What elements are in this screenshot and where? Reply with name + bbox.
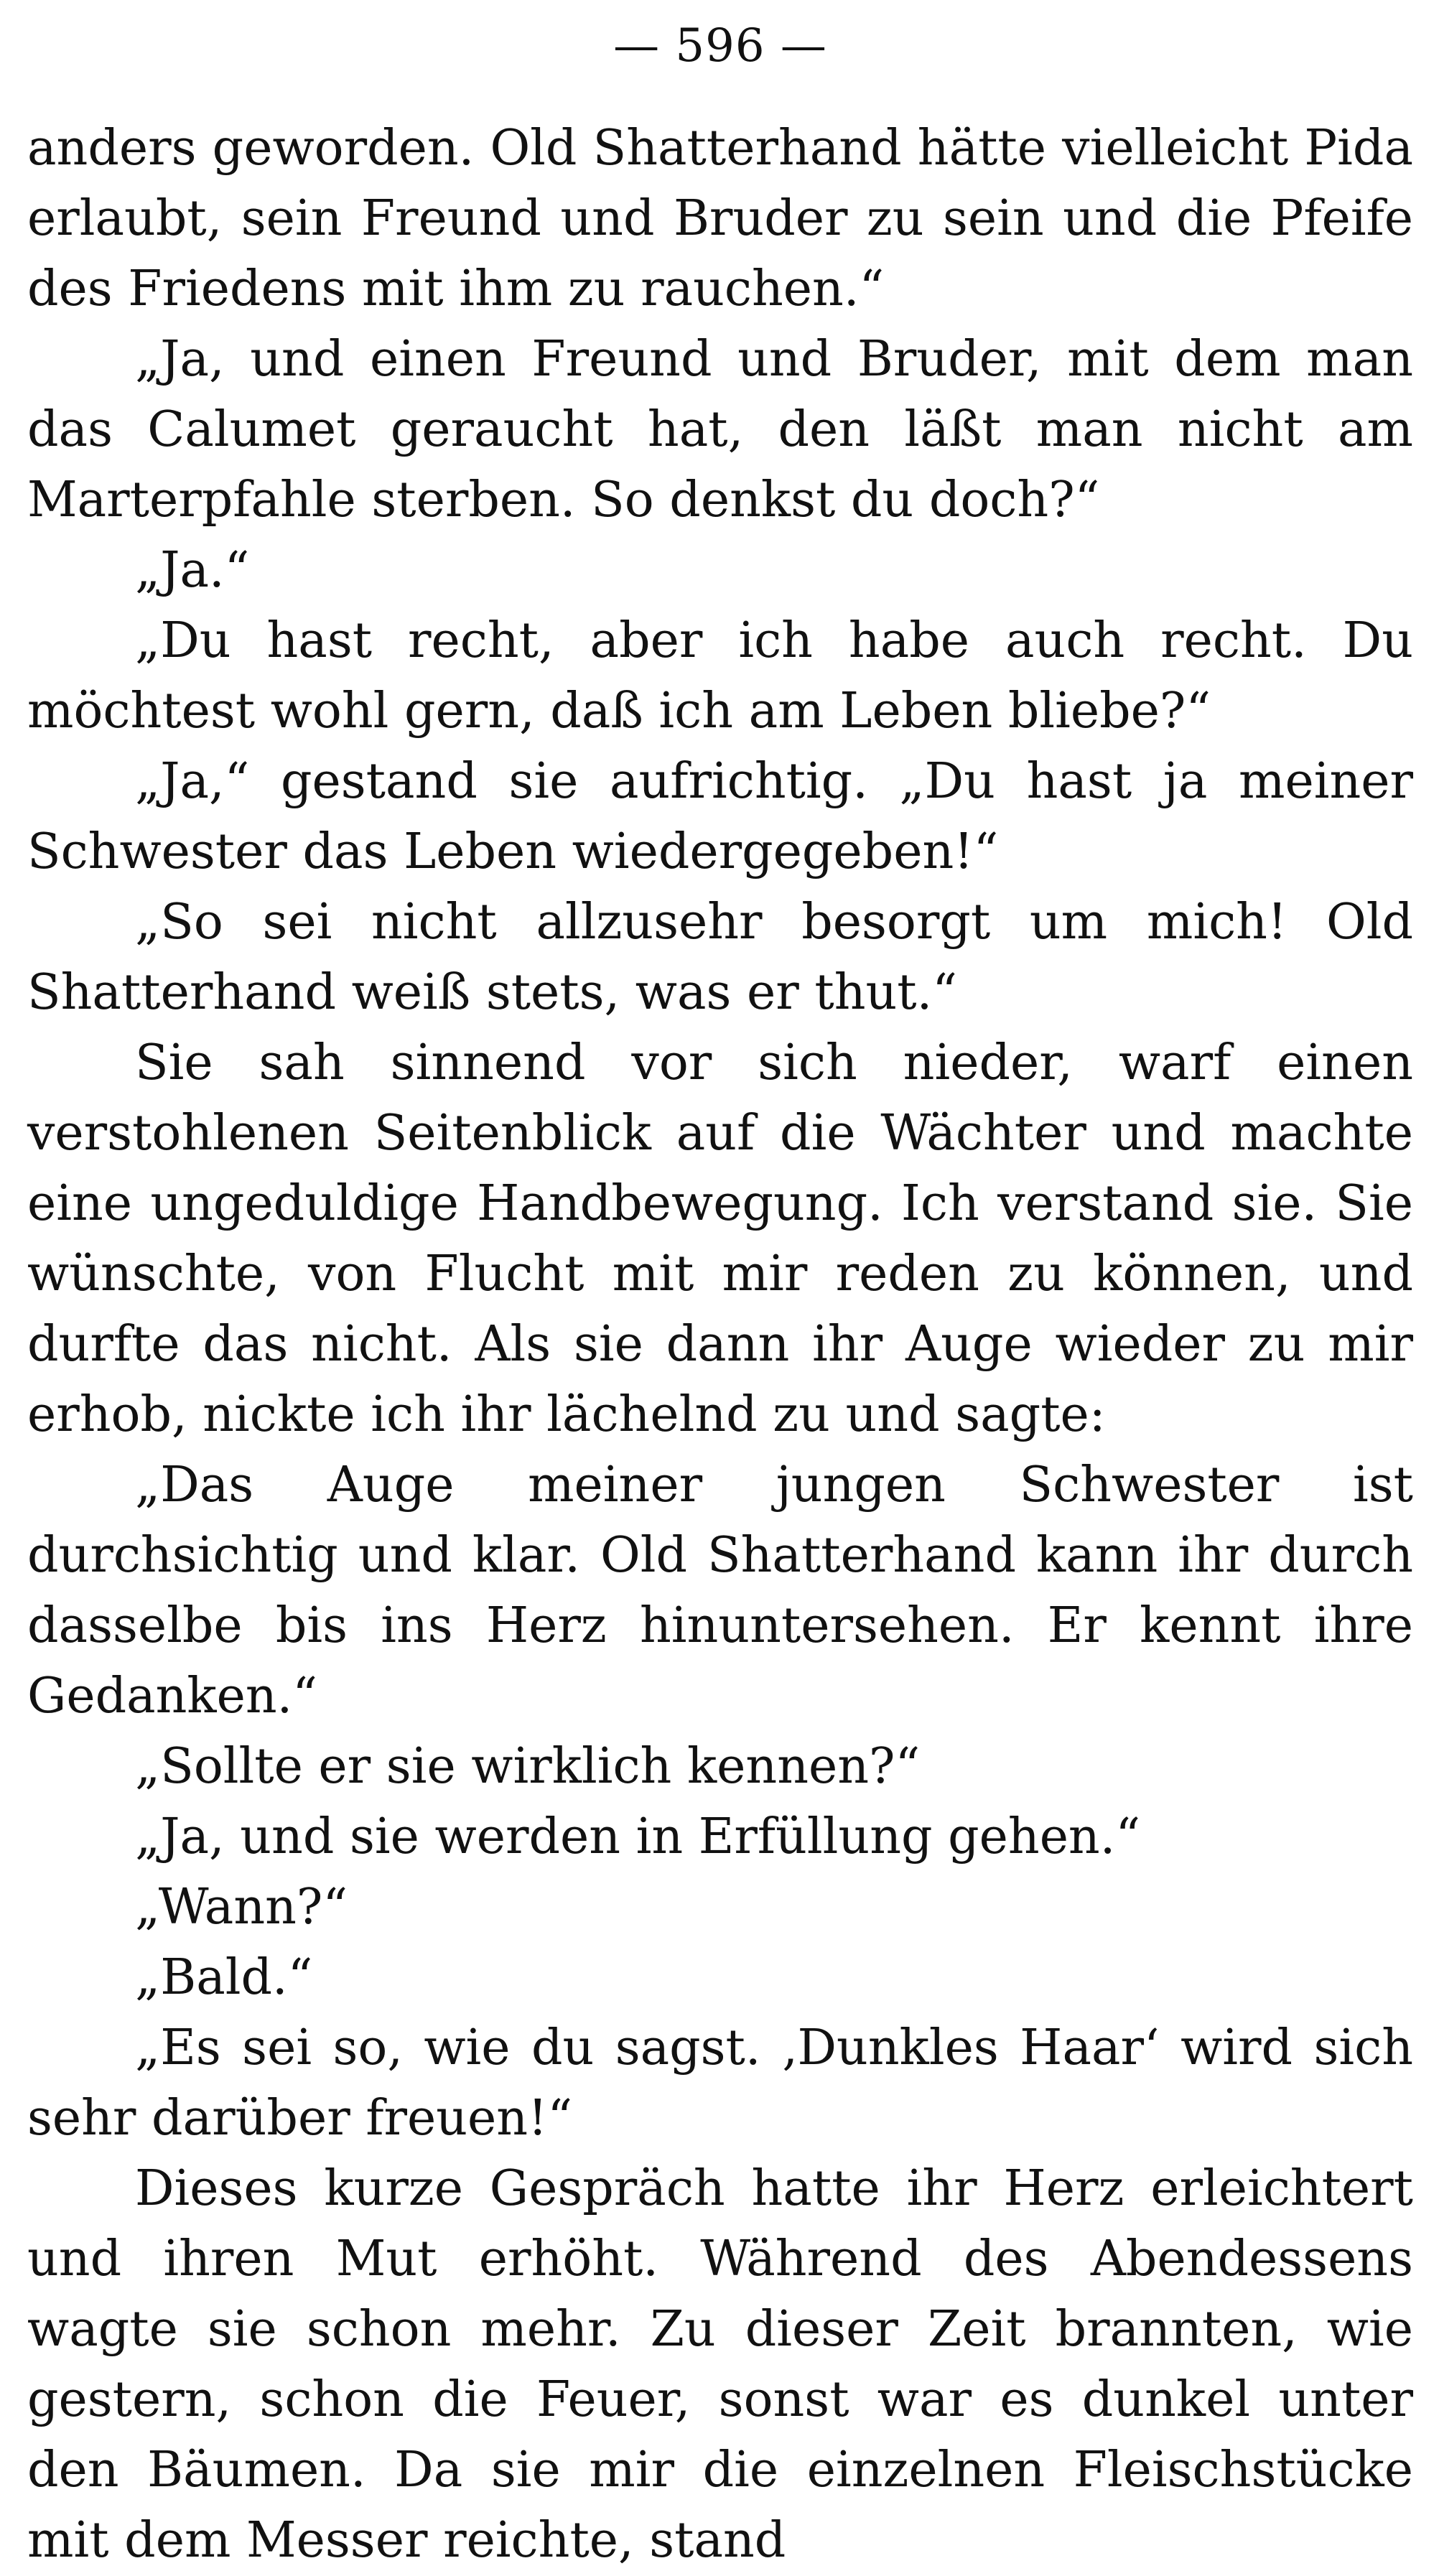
page-number: — 596 — (613, 19, 827, 73)
paragraph: Sie sah sinnend vor sich nieder, warf einen verstohlenen Seitenblick auf die Wächter und machte eine ungeduldige Handbewegung. Ich verstand sie. Sie wünschte, von Flucht mit mir reden zu können, und durfte das nicht. Als sie dann ihr Auge wieder zu mir erhob, nickte ich ihr lächelnd zu und sagte: (27, 1035, 1413, 1443)
paragraph: „Sollte er sie wirklich kennen?“ (135, 1738, 921, 1795)
book-page (27, 0, 1413, 2569)
paragraph: „Ja.“ (135, 542, 250, 599)
paragraph: „Wann?“ (135, 1879, 348, 1936)
paragraph: „Ja,“ gestand sie aufrichtig. „Du hast ja meiner Schwester das Leben wiedergegeben!“ (27, 753, 1413, 880)
paragraph: „Ja, und sie werden in Erfüllung gehen.“ (135, 1809, 1141, 1865)
paragraph: „Das Auge meiner jungen Schwester ist durchsichtig und klar. Old Shatterhand kann ihr durch dasselbe bis ins Herz hinuntersehen. Er kennt ihre Gedanken.“ (27, 1457, 1413, 1725)
paragraph: „Du hast recht, aber ich habe auch recht. Du möchtest wohl gern, daß ich am Leben bliebe?“ (27, 612, 1413, 739)
paragraph: „Ja, und einen Freund und Bruder, mit dem man das Calumet geraucht hat, den läßt man nicht am Marterpfahle sterben. So denkst du doch?“ (27, 331, 1413, 528)
paragraph: anders geworden. Old Shatterhand hätte vielleicht Pida erlaubt, sein Freund und Bruder zu sein und die Pfeife des Friedens mit ihm zu rauchen.“ (27, 120, 1413, 317)
paragraph: „Es sei so, wie du sagst. ‚Dunkles Haar‘ wird sich sehr darüber freuen!“ (27, 2020, 1413, 2147)
paragraph: „Bald.“ (135, 1949, 313, 2006)
body-text (27, 113, 1413, 2576)
paragraph: Dieses kurze Gespräch hatte ihr Herz erleichtert und ihren Mut erhöht. Während des Abendessens wagte sie schon mehr. Zu dieser Zeit brannten, wie gestern, schon die Feuer, sonst war es dunkel unter den Bäumen. Da sie mir die einzelnen Fleischstücke mit dem Messer reichte, stand (27, 2160, 1413, 2569)
paragraph: „So sei nicht allzusehr besorgt um mich! Old Shatterhand weiß stets, was er thut.“ (27, 894, 1413, 1021)
